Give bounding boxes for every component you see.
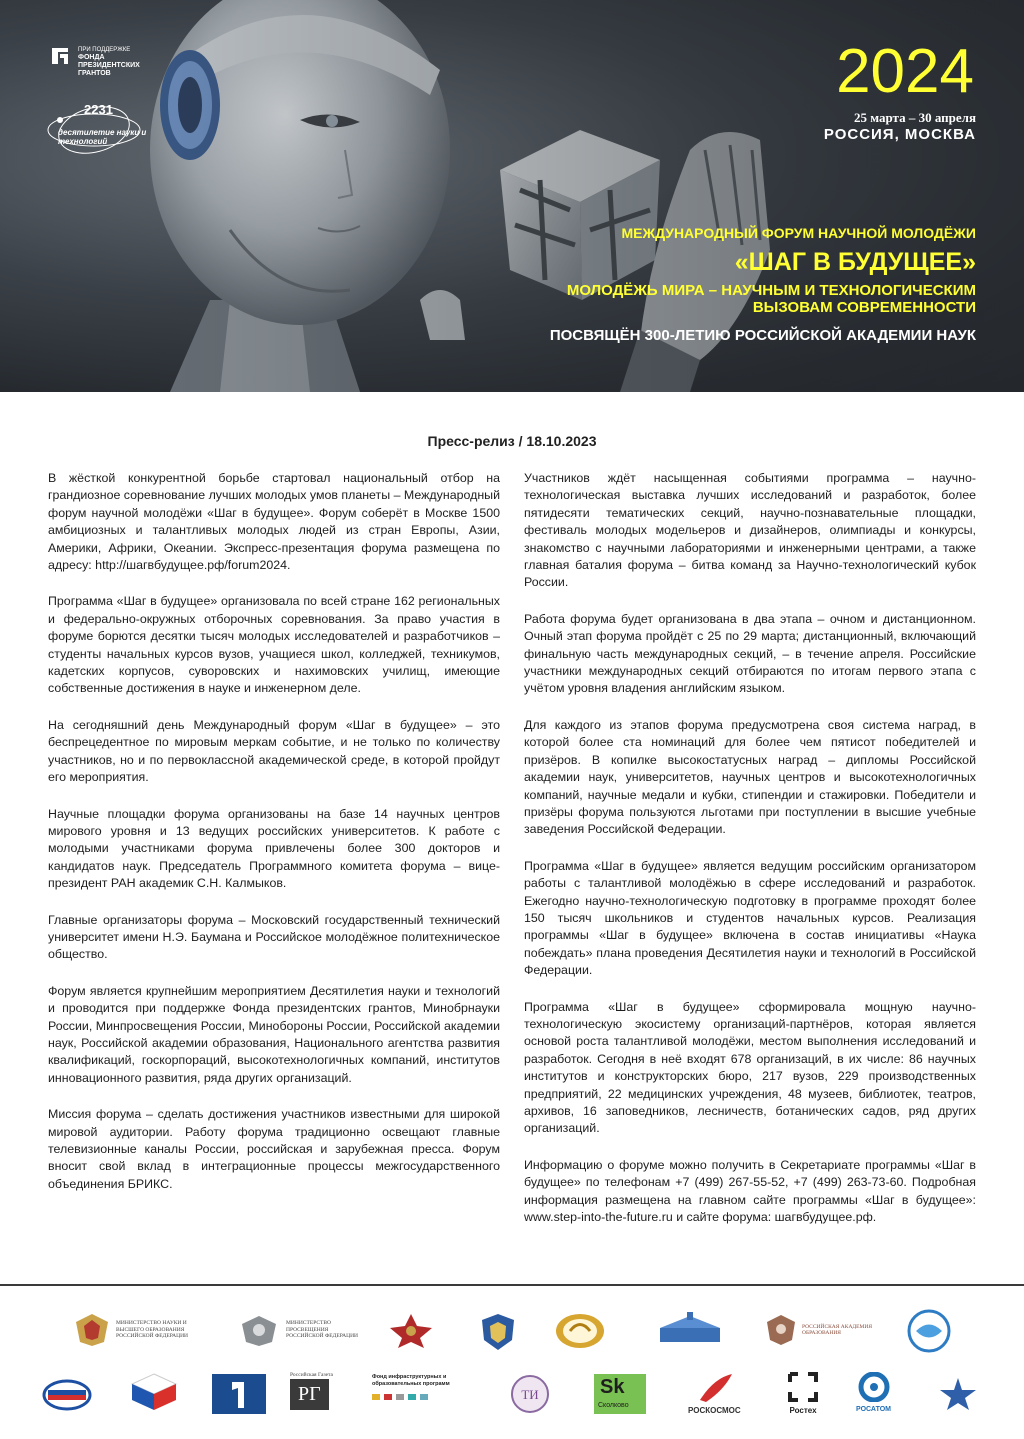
round-emblem-icon — [510, 1374, 550, 1414]
rao-label: РОССИЙСКАЯ АКАДЕМИЯ ОБРАЗОВАНИЯ — [802, 1323, 873, 1336]
building-icon — [654, 1312, 726, 1348]
round-emblem-logo — [510, 1374, 550, 1414]
decade-label: десятилетие науки и технологий — [58, 128, 147, 146]
rosatom-logo — [856, 1372, 891, 1413]
paragraph: Программа «Шаг в будущее» является ведущим российским организатором работы с талантливой молодёжью в сфере исследований и разработок. Ежегодно научно-технологическую подготовку в программе проходят более 150 тысяч школьников и студентов начальных курсов. Реализация программы «Шаг в будущее» включена в состав инициативы «Наука побеждать» плана проведения Десятилетия науки и технологий в Российской Федерации. — [524, 858, 976, 978]
decade-of-science-logo — [44, 102, 147, 158]
event-location: РОССИЯ, МОСКВА — [823, 126, 976, 143]
rostec-logo — [788, 1372, 818, 1415]
forum-dedication: ПОСВЯЩЁН 300-ЛЕТИЮ РОССИЙСКОЙ АКАДЕМИИ НАУК — [549, 327, 976, 344]
rostec-frame-icon — [788, 1372, 818, 1402]
rg-mark: РГ — [290, 1379, 329, 1410]
paragraph: Программа «Шаг в будущее» организовала по всей стране 162 региональных и федерально-окружных отборочных соревнования. За право участия в форуме борются десятки тысяч молодых исследователей и разработчиков – студенты начальных курсов вузов, учащиеся школ, колледжей, техникумов, кадетских корпусов, суворовских и нахимовских училищ, имеющие собственные достижения в науке и инженерном деле. — [48, 594, 500, 696]
skolkovo-label: Сколково — [598, 1402, 629, 1409]
pfg-name-text: ФОНДА ПРЕЗИДЕНТСКИХ ГРАНТОВ — [78, 54, 140, 77]
cube-tricolor-icon — [128, 1372, 180, 1412]
footer-divider — [0, 1284, 1024, 1286]
paragraph: В жёсткой конкурентной борьбе стартовал национальный отбор на грандиозное соревнование лучших молодых умов планеты – Международный форум научной молодёжи «Шаг в будущее». Форум соберёт в Москве 1500 амбициозных и талантливых молодых людей из стран Европы, Азии, Америки, Африки, Океании. Экспресс-презентация форума размещена по адресу: http://шагвбудущее.рф/forum2024. — [48, 471, 500, 573]
building-logo — [654, 1312, 726, 1348]
rspp-icon — [42, 1376, 92, 1414]
left-column — [48, 470, 500, 1212]
minpros-label: МИНИСТЕРСТВО ПРОСВЕЩЕНИЯ РОССИЙСКОЙ ФЕДЕРАЦИИ — [286, 1320, 359, 1340]
rao-logo — [764, 1312, 882, 1348]
paragraph: Информацию о форуме можно получить в Секретариате программы «Шаг в будущее» по телефонам +7 (499) 267-55-52, +7 (499) 263-73-60. Подробная информация размещена на главном сайте программы «Шаг в будущее»: www.step-into-the-future.ru и сайте форума: шагвбудущее.рф. — [524, 1157, 976, 1225]
paragraph: Форум является крупнейшим мероприятием Десятилетия науки и технологий и проводится при поддержке Фонда президентских грантов, Минобрнауки России, Минпросвещения России, Минобороны России, Российской академии наук, Российской академии образования, Национального агентства развития квалификаций, госкорпораций, высокотехнологичных компаний, институтов инновационного развития, ряда других организаций. — [48, 983, 500, 1085]
star-emblem-icon — [382, 1312, 440, 1348]
fio-color-bars-icon — [372, 1394, 452, 1400]
forum-type: МЕЖДУНАРОДНЫЙ ФОРУМ НАУЧНОЙ МОЛОДЁЖИ — [621, 225, 976, 241]
rosatom-icon — [857, 1372, 891, 1402]
hero-banner — [0, 0, 1024, 392]
paragraph: Работа форума будет организована в два этапа – очном и дистанционном. Очный этап форума пройдёт с 25 по 29 марта; дистанционный, включающий финальную часть международных секций, – в течение апреля. Российские участники международных секций отбираются по итогам первого этапа с учётом уровня владения английским языком. — [524, 611, 976, 696]
press-release-date: Пресс-релиз / 18.10.2023 — [427, 433, 597, 449]
forum-name: «ШАГ В БУДУЩЕЕ» — [734, 248, 976, 276]
event-year: 2024 — [836, 37, 974, 106]
coat-of-arms-icon — [72, 1312, 112, 1348]
channel-one-logo — [212, 1374, 266, 1414]
mod-logo — [382, 1312, 440, 1348]
event-dates: 25 марта – 30 апреля — [853, 110, 976, 125]
paragraph: Участников ждёт насыщенная событиями программа – научно-технологическая выставка лучших исследований и разработок, более пятидесяти тематических секций, научно-познавательные площадки, фестиваль молодых модельеров и дизайнеров, олимпиады и конкурсы, знакомство с научными лабораториями и инженерными центрами, а также главная баталия форума – битва команд за Научно-технологический кубок России. — [524, 471, 976, 590]
paragraph: Программа «Шаг в будущее» сформировала мощную научно-технологическую экосистему организаций-партнёров, которая является основой роста талантливой молодёжи, местом выполнения исследований и разработок. Сегодня в неё входят 678 организаций, в их числе: 86 научных институтов и конструкторских бюро, 217 вузов, 229 производственных предприятий, 22 медицинских учреждения, 48 музеев, библиотек, театров, архивов, 16 заповедников, лесничеств, ботанических садов, ряд других организаций. — [524, 999, 976, 1136]
shield-emblem-logo — [480, 1312, 516, 1352]
minobrnauki-logo — [72, 1312, 196, 1348]
paragraph: Главные организаторы форума – Московский государственный технический университет имени Н.Э. Баумана и Российское молодёжное политехническое общество. — [48, 912, 500, 962]
paragraph: Для каждого из этапов форума предусмотрена своя система наград, в которой более ста номинаций для более чем пятисот победителей и призёров. В копилке высокостатусных наград – дипломы Российской академии наук, университетов, научных центров и высокотехнологичных компаний, научные медали и кубки, стипендии и стажировки. Победители и призёры форума пользуются льготами при поступлении в высшие учебные заведения Российской Федерации. — [524, 717, 976, 837]
roscosmos-logo — [688, 1372, 741, 1415]
pfg-mark-icon — [50, 46, 70, 66]
oval-emblem-icon — [554, 1312, 606, 1350]
minpros-logo — [236, 1312, 366, 1348]
paragraph: Миссия форума – сделать достижения участников известными для широкой мировой аудитории. Работу форума традиционно освещают главные телевизионные каналы России, российская и зарубежная пресса. Форум вносит свой вклад в интеграционные процессы межгосударственного объединения БРИКС. — [48, 1107, 500, 1191]
shield-icon — [480, 1312, 516, 1352]
rspp-logo — [42, 1376, 92, 1414]
rg-small-label: Российская Газета — [290, 1372, 333, 1378]
rostec-label: Ростех — [789, 1406, 817, 1415]
paragraph: На сегодняшний день Международный форум «Шаг в будущее» – это беспрецедентное по мировым меркам событие, и не только по количеству участников, но и по первоклассной академической среде, в которой пройдут его мероприятия. — [48, 717, 500, 785]
eagle-icon — [236, 1312, 282, 1348]
star-wings-icon — [936, 1376, 980, 1412]
eagle-icon — [764, 1312, 798, 1348]
channel-one-icon — [212, 1374, 266, 1414]
minobrnauki-label: МИНИСТЕРСТВО НАУКИ И ВЫСШЕГО ОБРАЗОВАНИЯ РОССИЙСКОЙ ФЕДЕРАЦИИ — [116, 1320, 189, 1340]
svg-text:ТИ: ТИ — [521, 1387, 539, 1402]
fio-logo — [372, 1374, 482, 1405]
nark-logo — [128, 1372, 180, 1412]
globe-icon — [906, 1308, 952, 1354]
presidential-grants-logo — [50, 46, 168, 78]
forum-motto: МОЛОДЁЖЬ МИРА – НАУЧНЫМ И ТЕХНОЛОГИЧЕСКИМ ВЫЗОВАМ СОВРЕМЕННОСТИ — [566, 282, 976, 316]
decade-numbers: 2231 — [84, 102, 113, 117]
circle-org-logo — [906, 1308, 952, 1354]
rosatom-label: РОСАТОМ — [856, 1406, 891, 1413]
gold-oval-logo — [554, 1312, 606, 1350]
rg-logo — [290, 1372, 350, 1410]
skolkovo-mark: Sk — [600, 1376, 625, 1398]
paragraph: Научные площадки форума организованы на базе 14 научных центров мирового уровня и 13 ведущих российских университетов. К работе с молодыми участниками форума привлечены более 300 докторов и кандидатов наук. Председатель Программного комитета форума – вице-президент РАН академик С.Н. Калмыков. — [48, 806, 500, 891]
almaz-antey-logo — [936, 1376, 980, 1412]
rocket-icon — [694, 1372, 734, 1402]
pfg-small-text: ПРИ ПОДДЕРЖКЕ — [78, 47, 131, 53]
roscosmos-label: РОСКОСМОС — [688, 1406, 741, 1415]
skolkovo-logo — [594, 1374, 646, 1414]
fio-label: Фонд инфраструктурных и образовательных программ — [372, 1374, 450, 1387]
right-column — [524, 470, 976, 1245]
